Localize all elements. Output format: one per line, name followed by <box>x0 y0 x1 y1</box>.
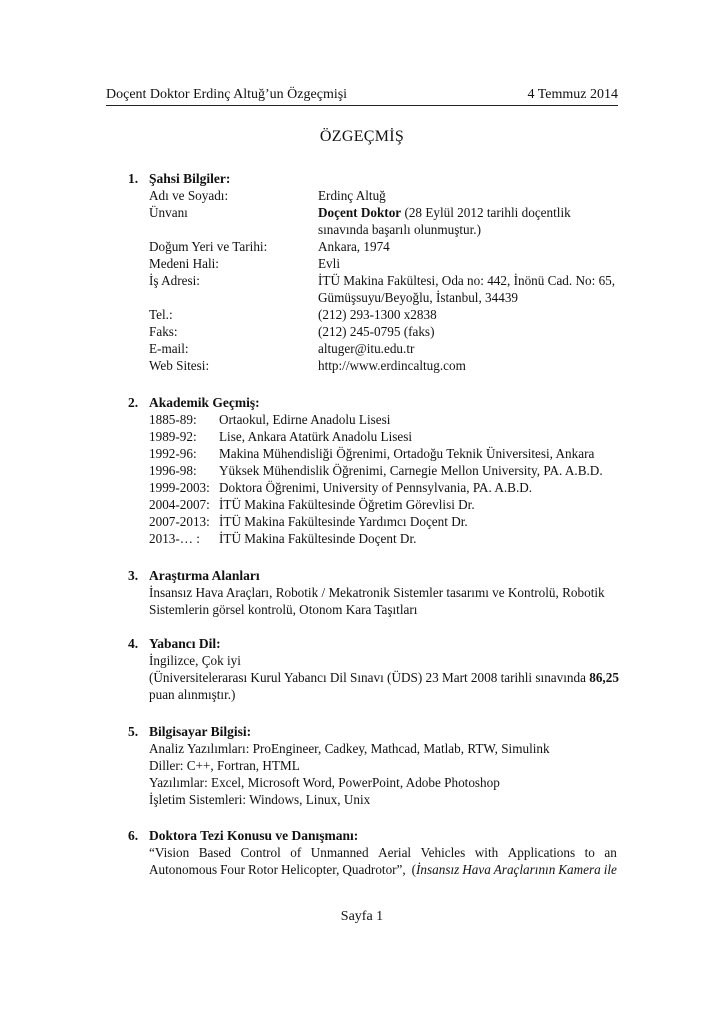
header-title: Doçent Doktor Erdinç Altuğ’un Özgeçmişi <box>106 87 348 102</box>
birth-label: Doğum Yeri ve Tarihi: <box>149 239 268 254</box>
thesis-word-italic: Hava <box>462 862 491 877</box>
name-label: Adı ve Soyadı: <box>149 188 229 203</box>
section-heading <box>128 567 260 584</box>
section-title: Doktora Tezi Konusu ve Danışmanı: <box>149 828 359 843</box>
thesis-word: Quadrotor”, <box>342 862 406 877</box>
address-label: İş Adresi: <box>149 273 200 288</box>
section-number: 4. <box>128 636 139 651</box>
thesis-word: Autonomous <box>149 862 218 877</box>
academic-desc: İTÜ Makina Fakültesinde Doçent Dr. <box>219 531 417 546</box>
section-title: Bilgisayar Bilgisi: <box>149 724 252 739</box>
marital-label: Medeni Hali: <box>149 256 219 271</box>
academic-desc: Yüksek Mühendislik Öğrenimi, Carnegie Mellon University, PA. A.B.D. <box>219 463 603 478</box>
thesis-title-line <box>149 861 617 878</box>
section-heading <box>128 827 358 844</box>
title-value-line2: sınavında başarılı olunmuştur.) <box>318 222 481 237</box>
thesis-word-italic: (İnsansız <box>411 862 460 877</box>
computer-line: Diller: C++, Fortran, HTML <box>149 758 300 773</box>
name-value: Erdinç Altuğ <box>318 188 386 203</box>
computer-line: Analiz Yazılımları: ProEngineer, Cadkey, Mathcad, Matlab, RTW, Simulink <box>149 741 550 756</box>
academic-year: 2013-… : <box>149 531 200 546</box>
thesis-word: Based <box>198 845 231 860</box>
academic-desc: Lise, Ankara Atatürk Anadolu Lisesi <box>219 429 413 444</box>
title-label: Ünvanı <box>149 205 188 220</box>
tel-label: Tel.: <box>149 307 173 322</box>
research-line: İnsansız Hava Araçları, Robotik / Mekatronik Sistemler tasarımı ve Kontrolü, Robotik <box>149 585 605 600</box>
section-title: Akademik Geçmiş: <box>149 395 260 410</box>
title-value <box>318 204 571 221</box>
page-number: Sayfa 1 <box>340 909 384 924</box>
email-label: E-mail: <box>149 341 189 356</box>
thesis-line <box>149 861 617 878</box>
language-line <box>149 669 619 686</box>
birth-value: Ankara, 1974 <box>318 239 390 254</box>
academic-desc: İTÜ Makina Fakültesinde Yardımcı Doçent Dr. <box>219 514 468 529</box>
section-title: Şahsi Bilgiler: <box>149 171 231 186</box>
research-line: Sistemlerin görsel kontrolü, Otonom Kara Taşıtları <box>149 602 418 617</box>
academic-year: 1996-98: <box>149 463 197 478</box>
address-line2: Gümüşsuyu/Beyoğlu, İstanbul, 34439 <box>318 290 519 305</box>
thesis-word: “Vision <box>149 845 190 860</box>
academic-year: 1885-89: <box>149 412 197 427</box>
website-link[interactable]: http://www.erdincaltug.com <box>318 358 466 373</box>
academic-desc: Ortaokul, Edirne Anadolu Lisesi <box>219 412 391 427</box>
marital-value: Evli <box>318 256 340 271</box>
thesis-word: Rotor <box>247 862 279 877</box>
section-number: 5. <box>128 724 139 739</box>
tel-value: (212) 293-1300 x2838 <box>318 307 437 322</box>
thesis-word: Control <box>240 845 281 860</box>
academic-year: 1992-96: <box>149 446 197 461</box>
thesis-word: an <box>604 845 617 860</box>
section-title: Araştırma Alanları <box>149 568 260 583</box>
academic-desc: Doktora Öğrenimi, University of Pennsylvania, PA. A.B.D. <box>219 480 533 495</box>
thesis-word-italic: Araçlarının <box>493 862 556 877</box>
section-heading <box>128 394 260 411</box>
section-number: 3. <box>128 568 139 583</box>
thesis-word: to <box>584 845 595 860</box>
section-number: 2. <box>128 395 139 410</box>
page-header <box>106 86 618 106</box>
academic-year: 2007-2013: <box>149 514 210 529</box>
exam-text: (Üniversitelerarası Kurul Yabancı Dil Sınavı (ÜDS) 23 Mart 2008 tarihli sınavında <box>149 670 590 685</box>
fax-label: Faks: <box>149 324 178 339</box>
academic-year: 1999-2003: <box>149 480 210 495</box>
title-bold: Doçent Doktor <box>318 205 402 220</box>
document-title: ÖZGEÇMİŞ <box>319 128 405 145</box>
section-number: 6. <box>128 828 139 843</box>
thesis-line <box>149 844 617 861</box>
website-label: Web Sitesi: <box>149 358 210 373</box>
language-line: puan alınmıştır.) <box>149 687 236 702</box>
thesis-word: Applications <box>507 845 576 860</box>
computer-line: Yazılımlar: Excel, Microsoft Word, PowerPoint, Adobe Photoshop <box>149 775 500 790</box>
thesis-word: of <box>290 845 302 860</box>
section-heading <box>128 170 230 187</box>
academic-desc: İTÜ Makina Fakültesinde Öğretim Görevlisi Dr. <box>219 497 475 512</box>
thesis-word-italic: ile <box>603 862 617 877</box>
thesis-word: Aerial <box>378 845 412 860</box>
computer-line: İşletim Sistemleri: Windows, Linux, Unix <box>149 792 371 807</box>
address-line1: İTÜ Makina Fakültesi, Oda no: 442, İnönü Cad. No: 65, <box>318 273 616 288</box>
language-line: İngilizce, Çok iyi <box>149 653 241 668</box>
thesis-word: Four <box>220 862 246 877</box>
academic-year: 1989-92: <box>149 429 197 444</box>
section-heading <box>128 635 221 652</box>
thesis-word: Unmanned <box>310 845 369 860</box>
thesis-word-italic: Kamera <box>558 862 601 877</box>
thesis-word: Vehicles <box>420 845 466 860</box>
thesis-title-line <box>149 844 617 861</box>
title-rest: (28 Eylül 2012 tarihli doçentlik <box>401 205 571 220</box>
fax-value: (212) 245-0795 (faks) <box>318 324 435 339</box>
exam-score: 86,25 <box>589 670 619 685</box>
thesis-word: with <box>474 845 499 860</box>
academic-desc: Makina Mühendisliği Öğrenimi, Ortadoğu Teknik Üniversitesi, Ankara <box>219 446 595 461</box>
header-date: 4 Temmuz 2014 <box>527 87 618 102</box>
section-title: Yabancı Dil: <box>149 636 221 651</box>
section-heading <box>128 723 251 740</box>
academic-year: 2004-2007: <box>149 497 210 512</box>
thesis-word: Helicopter, <box>280 862 340 877</box>
section-number: 1. <box>128 171 139 186</box>
email-value[interactable]: altuger@itu.edu.tr <box>318 341 415 356</box>
